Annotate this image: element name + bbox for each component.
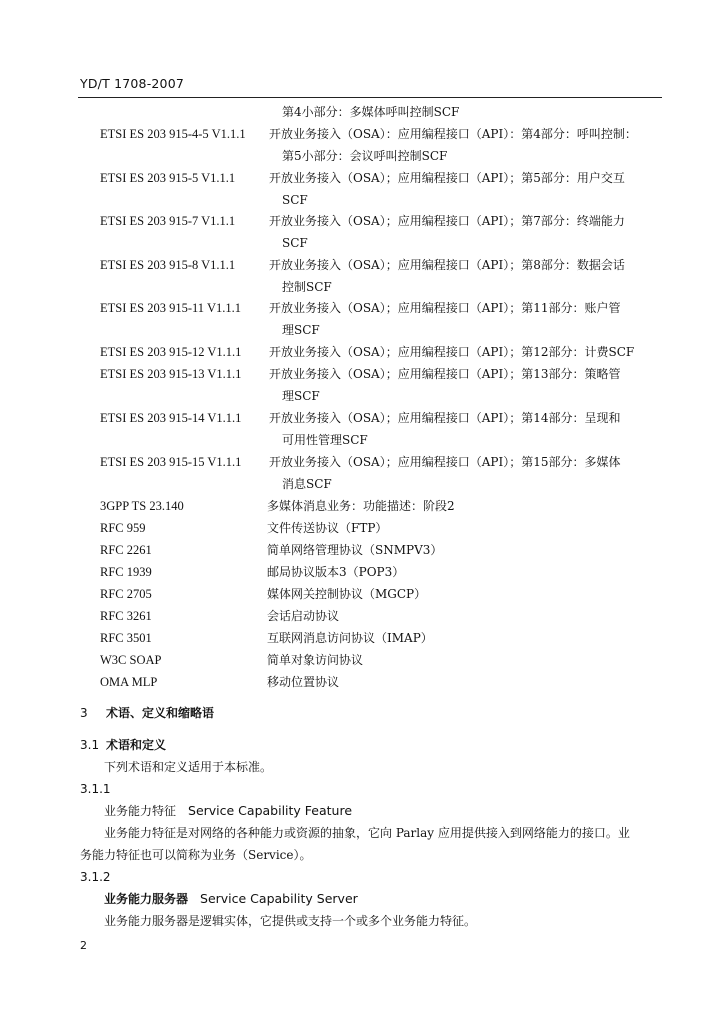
ref-title: 开放业务接入（OSA）；应用编程接口（API）；第13部分：策略管 [269, 367, 621, 381]
section-3-1-2-number: 3.1.2 [80, 870, 111, 884]
ref-code: ETSI ES 203 915-8 V1.1.1 [100, 258, 236, 272]
ref-title-continued: 理SCF [282, 323, 320, 337]
section-title: 术语和定义 [106, 738, 167, 752]
term-1 [104, 805, 352, 818]
ref-title: 移动位置协议 [267, 675, 340, 689]
ref-title: 开放业务接入（OSA）；应用编程接口（API）；第7部分：终端能力 [269, 214, 625, 228]
section-3-1-1-number: 3.1.1 [80, 782, 111, 796]
ref-title: 多媒体消息业务：功能描述：阶段2 [267, 499, 455, 513]
ref-code: RFC 1939 [100, 565, 152, 579]
term-2 [104, 893, 358, 906]
ref-title-continued: SCF [282, 236, 308, 250]
ref-title: 邮局协议版本3（POP3） [267, 565, 405, 579]
ref-title-continued: SCF [282, 193, 308, 207]
ref-code: RFC 2261 [100, 543, 152, 557]
ref-code: 3GPP TS 23.140 [100, 499, 184, 513]
ref-code: RFC 3501 [100, 631, 152, 645]
term-en: Service Capability Server [200, 891, 358, 906]
ref-code: OMA MLP [100, 675, 158, 689]
ref-title: 会话启动协议 [267, 609, 340, 623]
ref-code: RFC 959 [100, 521, 146, 535]
header-rule [78, 97, 662, 98]
section-3-1-heading [80, 739, 166, 751]
term-1-definition-continued: 务能力特征也可以简称为业务（Service）。 [80, 848, 312, 862]
ref-code: ETSI ES 203 915-15 V1.1.1 [100, 455, 242, 469]
ref-title: 开放业务接入（OSA）；应用编程接口（API）；第5部分：用户交互 [269, 171, 625, 185]
ref-title-continued: 第5小部分：会议呼叫控制SCF [282, 149, 448, 163]
term-2-definition: 业务能力服务器是逻辑实体，它提供或支持一个或多个业务能力特征。 [104, 914, 477, 928]
document-id-header: YD/T 1708-2007 [80, 76, 185, 91]
ref-title: 文件传送协议（FTP） [267, 521, 388, 535]
section-title: 术语、定义和缩略语 [106, 706, 215, 720]
ref-title: 开放业务接入（OSA）；应用编程接口（API）；第12部分：计费SCF [269, 345, 635, 359]
term-zh: 业务能力特征 [104, 804, 177, 818]
ref-title: 媒体网关控制协议（MGCP） [267, 587, 427, 601]
ref-code: RFC 2705 [100, 587, 152, 601]
ref-code: ETSI ES 203 915-12 V1.1.1 [100, 345, 242, 359]
page-number: 2 [80, 939, 87, 952]
ref-title: 简单对象访问协议 [267, 653, 364, 667]
ref-code: ETSI ES 203 915-4-5 V1.1.1 [100, 127, 246, 141]
section-number: 3.1 [80, 738, 100, 752]
ref-title: 开放业务接入（OSA）：应用编程接口（API）：第4部分：呼叫控制： [269, 127, 637, 141]
ref-title-continued: 理SCF [282, 389, 320, 403]
term-en: Service Capability Feature [188, 803, 353, 818]
ref-title-continued: 控制SCF [282, 280, 332, 294]
ref-code: ETSI ES 203 915-11 V1.1.1 [100, 301, 241, 315]
ref-code: ETSI ES 203 915-7 V1.1.1 [100, 214, 236, 228]
term-zh: 业务能力服务器 [104, 892, 189, 906]
ref-code: W3C SOAP [100, 653, 162, 667]
section-3-heading [80, 707, 214, 719]
ref-code: ETSI ES 203 915-5 V1.1.1 [100, 171, 236, 185]
term-1-definition: 业务能力特征是对网络的各种能力或资源的抽象，它向 Parlay 应用提供接入到网络能力的接口。业 [104, 826, 630, 840]
ref-title: 互联网消息访问协议（IMAP） [267, 631, 433, 645]
ref-title: 简单网络管理协议（SNMPV3） [267, 543, 443, 557]
ref-title: 开放业务接入（OSA）；应用编程接口（API）；第8部分：数据会话 [269, 258, 625, 272]
ref-title-continued: 第4小部分：多媒体呼叫控制SCF [282, 105, 460, 119]
ref-code: ETSI ES 203 915-13 V1.1.1 [100, 367, 242, 381]
ref-title: 开放业务接入（OSA）；应用编程接口（API）；第14部分：呈现和 [269, 411, 621, 425]
ref-code: ETSI ES 203 915-14 V1.1.1 [100, 411, 242, 425]
ref-title-continued: 消息SCF [282, 477, 332, 491]
ref-code: RFC 3261 [100, 609, 152, 623]
ref-title: 开放业务接入（OSA）；应用编程接口（API）；第15部分：多媒体 [269, 455, 621, 469]
ref-title: 开放业务接入（OSA）；应用编程接口（API）；第11部分：账户管 [269, 301, 621, 315]
section-intro: 下列术语和定义适用于本标准。 [104, 760, 273, 774]
section-number: 3 [80, 706, 88, 720]
ref-title-continued: 可用性管理SCF [282, 433, 368, 447]
